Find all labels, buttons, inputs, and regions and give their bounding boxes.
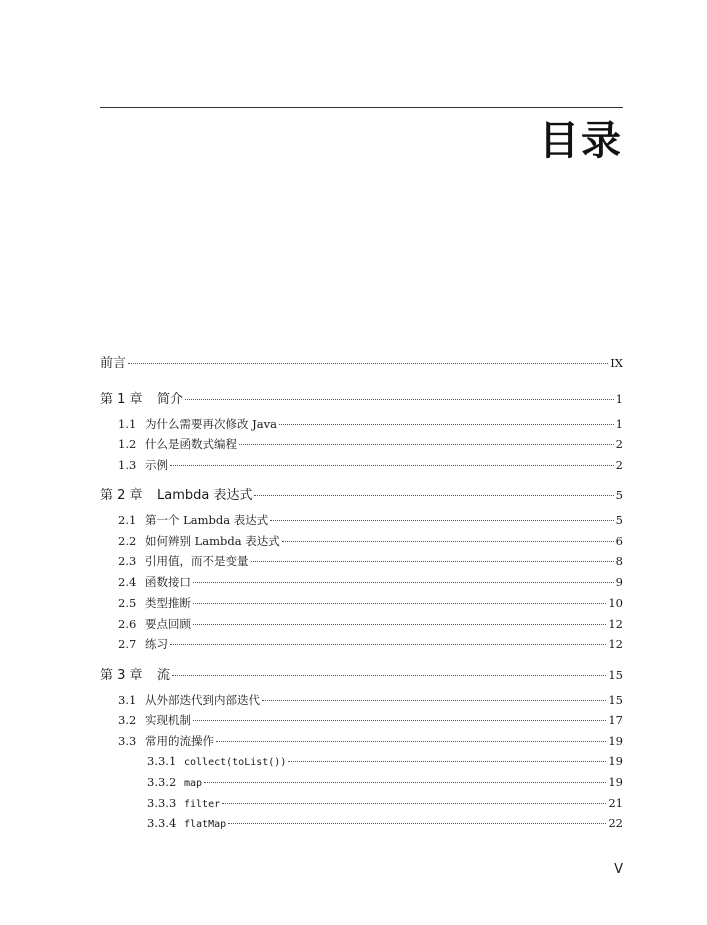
dot-leader	[216, 741, 606, 742]
toc-entry-number: 3.3.3	[147, 796, 177, 810]
page-title: 目录	[539, 118, 623, 164]
toc-entry-section[interactable]	[100, 595, 623, 611]
toc-entry-section[interactable]	[100, 616, 623, 632]
dot-leader	[185, 399, 614, 400]
toc-entry-section[interactable]	[100, 533, 623, 549]
toc-entry-title: 常用的流操作	[145, 734, 214, 748]
toc-entry-title: 练习	[145, 637, 168, 651]
toc-entry-number: 2.3	[118, 554, 137, 568]
toc-entry-page: 15	[608, 668, 623, 682]
toc-entry-number: 2.4	[118, 575, 137, 589]
toc-entry-page: 17	[608, 713, 623, 727]
dot-leader	[193, 603, 606, 604]
dot-leader	[170, 465, 614, 466]
dot-leader	[279, 424, 614, 425]
dot-leader	[170, 644, 606, 645]
dot-leader	[222, 803, 606, 804]
toc-entry-title: 类型推断	[145, 596, 191, 610]
toc-entry-title: filter	[184, 799, 221, 810]
toc-entry-number: 3.3.1	[147, 754, 177, 768]
toc-entry-number: 第 1 章	[100, 392, 143, 407]
toc-entry-subsection[interactable]	[100, 816, 623, 830]
toc-entry-section[interactable]	[100, 436, 623, 452]
toc-entry-title: map	[184, 778, 203, 789]
toc-entry-title: 示例	[145, 458, 168, 472]
toc-entry-number: 1.2	[118, 437, 137, 451]
toc-entry-title: 要点回顾	[145, 617, 191, 631]
dot-leader	[270, 520, 613, 521]
dot-leader	[254, 495, 613, 496]
toc-entry-title: collect(toList())	[184, 757, 287, 768]
toc-entry-number: 第 2 章	[100, 488, 143, 503]
dot-leader	[193, 582, 614, 583]
dot-leader	[282, 541, 614, 542]
dot-leader	[193, 720, 606, 721]
toc-entry-page: 2	[615, 437, 623, 451]
toc-entry-section[interactable]	[100, 553, 623, 569]
dot-leader	[288, 761, 606, 762]
toc-entry-subsection[interactable]	[100, 796, 623, 810]
toc-entry-chapter[interactable]	[100, 352, 623, 371]
toc-entry-title: 简介	[157, 392, 184, 407]
toc-entry-section[interactable]	[100, 574, 623, 590]
toc-entry-page: 15	[608, 693, 623, 707]
toc-entry-page: 12	[608, 617, 623, 631]
toc-entry-title: 为什么需要再次修改 Java	[145, 417, 277, 431]
toc-entry-section[interactable]	[100, 512, 623, 528]
toc-entry-title: 引用值，而不是变量	[145, 554, 249, 568]
toc-entry-title: Lambda 表达式	[157, 488, 253, 503]
toc-entry-page: 10	[608, 596, 623, 610]
toc-entry-page: 12	[608, 637, 623, 651]
dot-leader	[228, 823, 606, 824]
toc-entry-chapter[interactable]	[100, 484, 623, 503]
toc-entry-page: 19	[608, 734, 623, 748]
toc-entry-page: 2	[615, 458, 623, 472]
toc-entry-subsection[interactable]	[100, 775, 623, 789]
toc-entry-title: 第一个 Lambda 表达式	[145, 513, 269, 527]
toc-entry-page: IX	[610, 356, 623, 370]
toc-entry-page: 5	[615, 488, 623, 502]
toc-entry-number: 3.2	[118, 713, 137, 727]
toc-entry-number: 3.1	[118, 693, 137, 707]
dot-leader	[239, 444, 614, 445]
toc-entry-chapter[interactable]	[100, 388, 623, 407]
dot-leader	[251, 561, 614, 562]
toc-entry-title: 流	[157, 668, 171, 683]
toc-entry-number: 3.3.2	[147, 775, 177, 789]
toc-entry-number: 2.2	[118, 534, 137, 548]
toc-entry-number: 1.1	[118, 417, 137, 431]
dot-leader	[172, 675, 606, 676]
toc-entry-section[interactable]	[100, 733, 623, 749]
toc-entry-number: 2.6	[118, 617, 137, 631]
page-number: V	[614, 862, 623, 877]
toc-entry-number: 2.7	[118, 637, 137, 651]
dot-leader	[204, 782, 606, 783]
toc-entry-section[interactable]	[100, 692, 623, 708]
toc-entry-page: 6	[615, 534, 623, 548]
toc-entry-page: 21	[608, 796, 623, 810]
toc-entry-page: 19	[608, 754, 623, 768]
toc-entry-title: 实现机制	[145, 713, 191, 727]
toc-entry-title: flatMap	[184, 819, 227, 830]
toc-entry-title: 函数接口	[145, 575, 191, 589]
toc-entry-page: 22	[608, 816, 623, 830]
toc-entry-number: 1.3	[118, 458, 137, 472]
toc-entry-section[interactable]	[100, 416, 623, 432]
dot-leader	[262, 700, 606, 701]
toc-entry-title: 从外部迭代到内部迭代	[145, 693, 260, 707]
toc-entry-page: 9	[615, 575, 623, 589]
toc-entry-number: 3.3.4	[147, 816, 177, 830]
toc-entry-title: 前言	[100, 356, 127, 371]
toc-entry-page: 1	[615, 417, 623, 431]
toc-entry-section[interactable]	[100, 457, 623, 473]
toc-entry-chapter[interactable]	[100, 664, 623, 683]
toc-entry-page: 1	[615, 392, 623, 406]
dot-leader	[193, 624, 606, 625]
toc-entry-section[interactable]	[100, 636, 623, 652]
dot-leader	[128, 363, 608, 364]
toc-entry-page: 5	[615, 513, 623, 527]
toc-entry-number: 2.5	[118, 596, 137, 610]
toc-entry-number: 第 3 章	[100, 668, 143, 683]
toc-entry-number: 3.3	[118, 734, 137, 748]
toc-entry-page: 8	[615, 554, 623, 568]
toc-entry-title: 如何辨别 Lambda 表达式	[145, 534, 280, 548]
toc-entry-section[interactable]	[100, 712, 623, 728]
toc-entry-page: 19	[608, 775, 623, 789]
toc-entry-title: 什么是函数式编程	[145, 437, 237, 451]
toc-entry-subsection[interactable]	[100, 754, 623, 768]
top-rule	[100, 107, 623, 108]
toc-entry-number: 2.1	[118, 513, 137, 527]
